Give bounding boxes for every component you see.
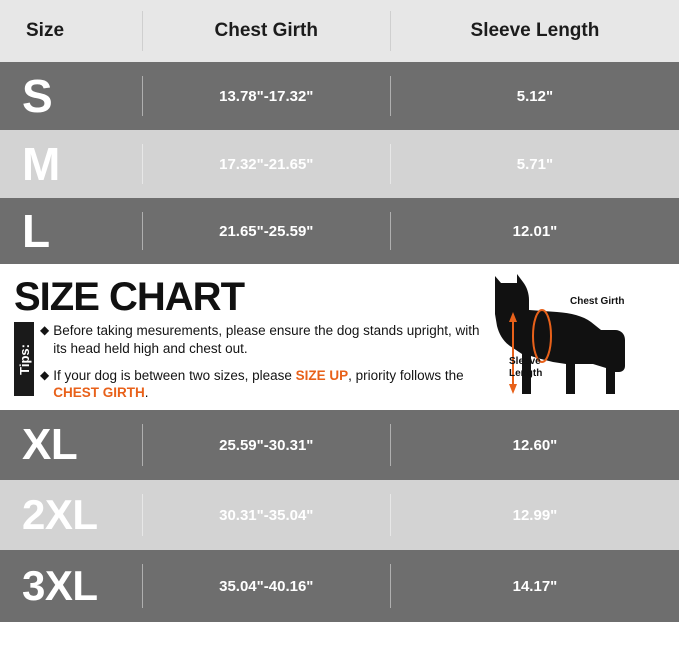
table-header-row <box>0 0 679 62</box>
table-row <box>0 62 679 130</box>
tip-item <box>40 367 480 403</box>
tip-2-text <box>53 367 480 403</box>
row-size-label: M <box>22 138 60 190</box>
tip-2-part-2: , priority follows the <box>348 367 464 383</box>
tip-2-highlight-size-up: SIZE UP <box>295 367 349 383</box>
row-sleeve-value: 12.60" <box>512 436 558 454</box>
row-size-label: S <box>22 70 53 122</box>
diamond-bullet-icon: ◆ <box>40 367 50 382</box>
row-chest-value: 13.78"-17.32" <box>219 87 314 105</box>
table-row <box>0 198 679 264</box>
chest-girth-label: Chest Girth <box>570 296 625 307</box>
row-sleeve-value: 5.12" <box>516 87 554 105</box>
row-size-label: 3XL <box>22 562 98 609</box>
row-chest-value: 30.31"-35.04" <box>219 506 314 524</box>
dog-diagram <box>465 270 671 410</box>
sleeve-length-label-line1: Sleeve <box>509 356 541 367</box>
info-panel <box>0 264 679 410</box>
row-sleeve-value: 12.01" <box>512 222 558 240</box>
row-sleeve-value: 14.17" <box>512 577 558 595</box>
tips-badge-label: Tips: <box>16 343 32 375</box>
table-row <box>0 130 679 198</box>
row-chest-value: 25.59"-30.31" <box>219 436 314 454</box>
row-sleeve-value: 12.99" <box>512 506 558 524</box>
tip-item <box>40 322 480 358</box>
row-chest-value: 17.32"-21.65" <box>219 155 314 173</box>
tip-2-part-3: . <box>144 385 149 401</box>
table-row <box>0 410 679 480</box>
row-size-label: XL <box>22 420 78 469</box>
row-size-label: 2XL <box>22 491 98 538</box>
row-sleeve-value: 5.71" <box>516 155 554 173</box>
row-chest-value: 35.04"-40.16" <box>219 577 314 595</box>
table-row <box>0 480 679 550</box>
table-row <box>0 550 679 622</box>
tip-2-highlight-chest-girth: CHEST GIRTH <box>53 385 145 401</box>
tip-2-part-1: If your dog is between two sizes, please <box>53 367 296 383</box>
sleeve-length-label-line2: Length <box>509 367 543 379</box>
tip-1-text: Before taking mesurements, please ensure the dog stands upright, with its head held high and chest out. <box>53 323 480 356</box>
sleeve-length-label <box>509 356 542 379</box>
column-header-chest-girth: Chest Girth <box>214 20 318 41</box>
column-header-sleeve-length: Sleeve Length <box>470 20 600 41</box>
page-title: SIZE CHART <box>14 275 244 319</box>
tips-badge <box>14 322 34 396</box>
row-size-label: L <box>22 205 50 257</box>
dog-silhouette-icon <box>465 270 671 410</box>
diamond-bullet-icon: ◆ <box>40 323 50 337</box>
row-chest-value: 21.65"-25.59" <box>219 222 314 240</box>
column-header-size: Size <box>26 20 65 41</box>
